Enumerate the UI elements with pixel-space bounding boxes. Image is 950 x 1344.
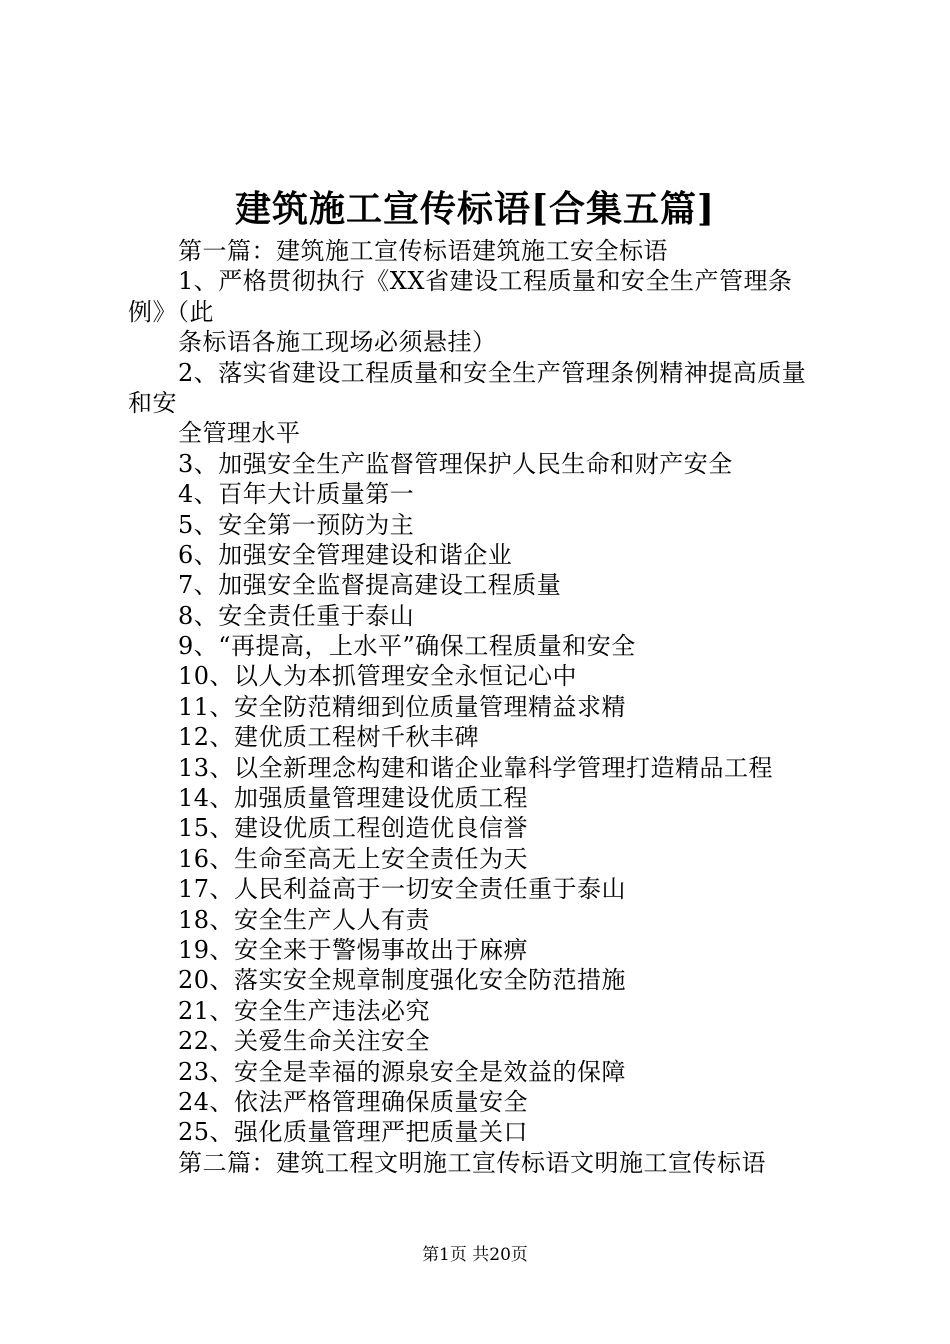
text-line: 第一篇：建筑施工宣传标语建筑施工安全标语	[178, 237, 668, 265]
text-line: 12、建优质工程树千秋丰碑	[178, 723, 480, 752]
text-line: 4、百年大计质量第一	[178, 480, 415, 509]
text-line: 10、以人为本抓管理安全永恒记心中	[178, 662, 578, 691]
text-line: 1、严格贯彻执行《XX省建设工程质量和安全生产管理条	[178, 267, 793, 296]
text-line: 和安	[128, 388, 177, 417]
text-line: 11、安全防范精细到位质量管理精益求精	[178, 692, 627, 721]
text-line: 3、加强安全生产监督管理保护人民生命和财产安全	[178, 449, 733, 478]
text-line: 15、建设优质工程创造优良信誉	[178, 814, 529, 843]
text-line: 条标语各施工现场必须悬挂）	[178, 328, 497, 357]
text-line: 13、以全新理念构建和谐企业靠科学管理打造精品工程	[178, 753, 774, 782]
text-line: 24、依法严格管理确保质量安全	[178, 1087, 529, 1116]
text-line: 2、落实省建设工程质量和安全生产管理条例精神提高质量	[178, 358, 807, 387]
text-line: 20、落实安全规章制度强化安全防范措施	[178, 966, 627, 995]
text-line: 21、安全生产违法必究	[178, 996, 431, 1025]
text-line: 例》（此	[128, 297, 214, 326]
document-body	[128, 236, 838, 1178]
text-line: 14、加强质量管理建设优质工程	[178, 784, 529, 813]
text-line: 22、关爱生命关注安全	[178, 1027, 431, 1056]
text-line: 6、加强安全管理建设和谐企业	[178, 540, 513, 569]
text-line: 8、安全责任重于泰山	[178, 601, 415, 630]
text-line: 17、人民利益高于一切安全责任重于泰山	[178, 875, 627, 904]
text-line: 25、强化质量管理严把质量关口	[178, 1118, 529, 1147]
text-line: 19、安全来于警惕事故出于麻痹	[178, 935, 529, 964]
text-line: 7、加强安全监督提高建设工程质量	[178, 571, 562, 600]
text-line: 5、安全第一预防为主	[178, 510, 415, 539]
document-title: 建筑施工宣传标语[合集五篇]	[234, 188, 716, 230]
page-footer: 第1页 共20页	[422, 1245, 528, 1265]
text-line: 第二篇：建筑工程文明施工宣传标语文明施工宣传标语	[178, 1148, 766, 1177]
text-line: 9、“再提高，上水平”确保工程质量和安全	[178, 632, 636, 661]
text-line: 全管理水平	[178, 419, 301, 448]
text-line: 23、安全是幸福的源泉安全是效益的保障	[178, 1057, 627, 1086]
text-line: 18、安全生产人人有责	[178, 905, 431, 934]
text-line: 16、生命至高无上安全责任为天	[178, 844, 529, 873]
